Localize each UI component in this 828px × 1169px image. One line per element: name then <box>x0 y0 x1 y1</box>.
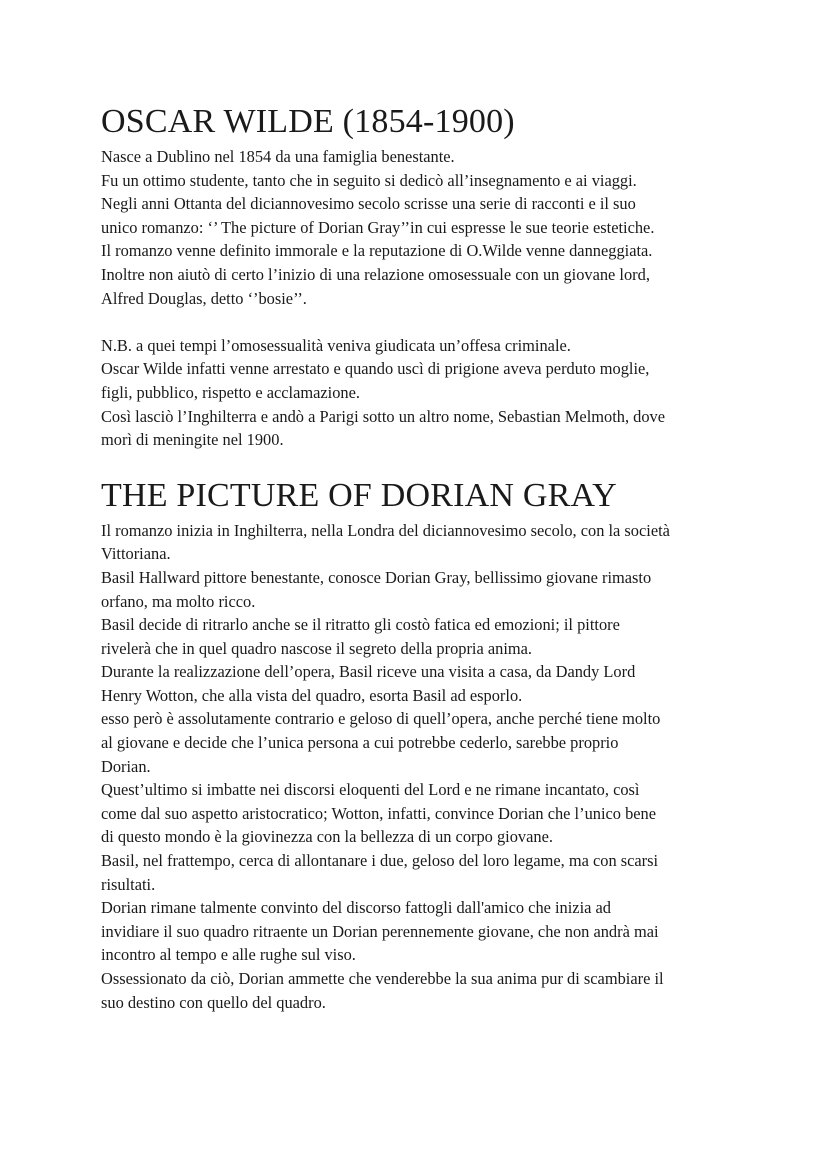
text-line: Il romanzo inizia in Inghilterra, nella Londra del diciannovesimo secolo, con la società <box>101 520 670 540</box>
text-line: al giovane e decide che l’unica persona a cui potrebbe cederlo, sarebbe proprio <box>101 733 619 753</box>
text-line: Nasce a Dublino nel 1854 da una famiglia benestante. <box>101 147 455 166</box>
text-line: orfano, ma molto ricco. <box>101 591 256 611</box>
section-novel-summary <box>101 474 741 1014</box>
section-biography <box>101 100 741 452</box>
document-page <box>101 100 741 1014</box>
text-line: Dorian rimane talmente convinto del discorso fattogli dall'amico che inizia ad <box>101 898 611 918</box>
text-line: di questo mondo è la giovinezza con la bellezza di un corpo giovane. <box>101 827 553 847</box>
text-line: suo destino con quello del quadro. <box>101 992 326 1012</box>
text-line: esso però è assolutamente contrario e geloso di quell’opera, anche perché tiene molto <box>101 709 661 729</box>
text-line: Basil decide di ritrarlo anche se il ritratto gli costò fatica ed emozioni; il pittore <box>101 615 620 635</box>
text-line: Oscar Wilde infatti venne arrestato e quando uscì di prigione aveva perduto moglie, <box>101 359 650 379</box>
text-line: figli, pubblico, rispetto e acclamazione. <box>101 382 360 402</box>
text-line: risultati. <box>101 874 156 894</box>
paragraph-break <box>101 310 741 334</box>
text-line: rivelerà che in quel quadro nascose il segreto della propria anima. <box>101 638 532 658</box>
text-line: Negli anni Ottanta del diciannovesimo secolo scrisse una serie di racconti e il suo <box>101 194 636 214</box>
text-line: come dal suo aspetto aristocratico; Wotton, infatti, convince Dorian che l’unico bene <box>101 803 657 823</box>
text-line: morì di meningite nel 1900. <box>101 430 284 450</box>
text-line: Henry Wotton, che alla vista del quadro, esorta Basil ad esporlo. <box>101 685 523 705</box>
section-title: THE PICTURE OF DORIAN GRAY <box>101 476 617 514</box>
text-line: Alfred Douglas, detto ‘’bosie’’. <box>101 288 307 308</box>
text-line: Ossessionato da ciò, Dorian ammette che venderebbe la sua anima pur di scambiare il <box>101 969 664 988</box>
text-line: Basil, nel frattempo, cerca di allontanare i due, geloso del loro legame, ma con scarsi <box>101 851 659 871</box>
text-line: Quest’ultimo si imbatte nei discorsi eloquenti del Lord e ne rimane incantato, così <box>101 780 640 800</box>
text-line: unico romanzo: ‘’ The picture of Dorian Gray’’in cui espresse le sue teorie estetiche. <box>101 217 655 237</box>
section-title: OSCAR WILDE (1854-1900) <box>101 103 515 140</box>
text-line: Vittoriana. <box>101 544 171 564</box>
text-line: Il romanzo venne definito immorale e la reputazione di O.Wilde venne danneggiata. <box>101 241 653 261</box>
text-line: incontro al tempo e alle rughe sul viso. <box>101 945 356 965</box>
text-line: Basil Hallward pittore benestante, conosce Dorian Gray, bellissimo giovane rimasto <box>101 567 652 587</box>
text-line: N.B. a quei tempi l’omosessualità veniva giudicata un’offesa criminale. <box>101 335 571 355</box>
text-line: invidiare il suo quadro ritraente un Dorian perennemente giovane, che non andrà mai <box>101 921 659 941</box>
text-line: Così lasciò l’Inghilterra e andò a Parigi sotto un altro nome, Sebastian Melmoth, dove <box>101 406 665 426</box>
text-line: Inoltre non aiutò di certo l’inizio di una relazione omosessuale con un giovane lord, <box>101 264 650 284</box>
text-line: Dorian. <box>101 756 151 776</box>
section-spacer <box>101 452 741 474</box>
text-line: Fu un ottimo studente, tanto che in seguito si dedicò all’insegnamento e ai viaggi. <box>101 170 637 190</box>
text-line: Durante la realizzazione dell’opera, Basil riceve una visita a casa, da Dandy Lord <box>101 662 636 682</box>
